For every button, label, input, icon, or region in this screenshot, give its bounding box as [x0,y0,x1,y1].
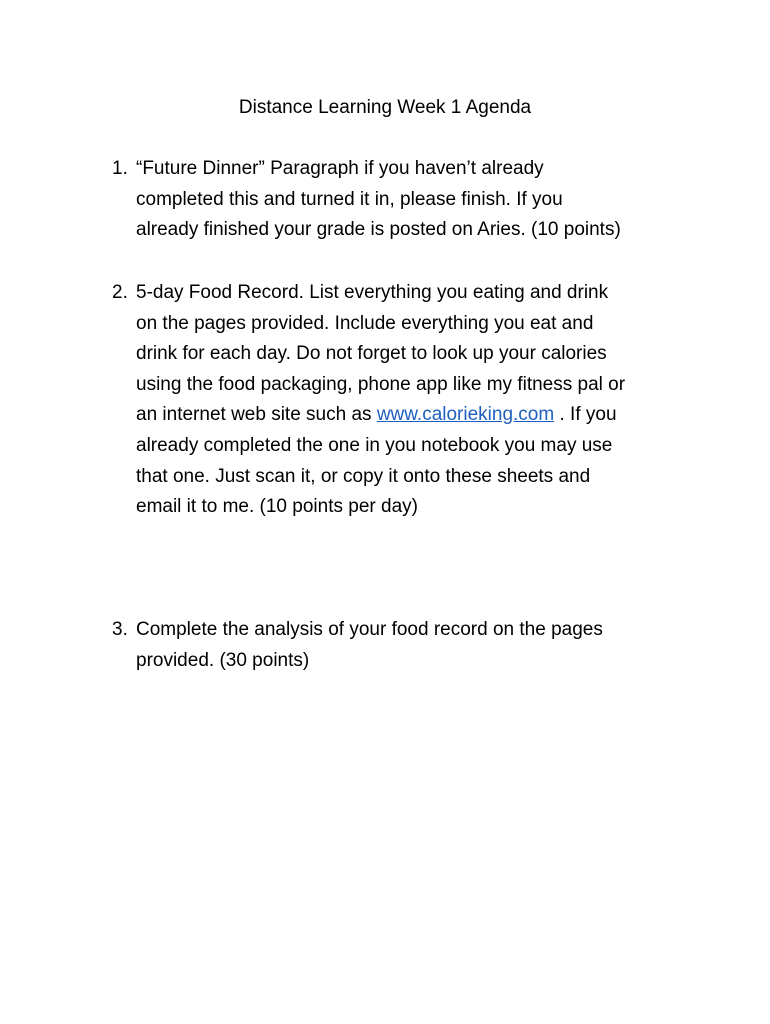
item-line: on the pages provided. Include everything you eat and [136,312,594,334]
item-line: already completed the one in you notebook you may use [136,434,613,456]
item-line-with-link [136,400,712,431]
agenda-item-1 [112,154,712,246]
calorieking-link[interactable]: www.calorieking.com [376,404,555,426]
agenda-item-2 [112,278,712,523]
agenda-item-3 [112,615,712,676]
item-text [112,154,712,246]
link-prefix-text: an internet web site such as [136,404,377,426]
item-number: 2. [112,282,128,303]
item-text [112,615,712,676]
item-line: that one. Just scan it, or copy it onto these sheets and [136,465,591,487]
item-line: drink for each day. Do not forget to look up your calories [136,343,607,365]
item-line: provided. (30 points) [136,649,310,671]
item-number: 3. [112,619,128,640]
item-text [112,278,712,523]
link-suffix-text: . If you [554,404,617,426]
page-title: Distance Learning Week 1 Agenda [238,97,532,118]
item-line: 5-day Food Record. List everything you eating and drink [136,282,609,303]
item-line: “Future Dinner” Paragraph if you haven’t already [136,158,544,179]
item-number: 1. [112,158,128,179]
item-line: using the food packaging, phone app like my fitness pal or [136,373,626,395]
item-line: Complete the analysis of your food record on the pages [136,619,603,640]
item-line: completed this and turned it in, please finish. If you [136,188,563,210]
item-line: email it to me. (10 points per day) [136,496,418,518]
item-line: already finished your grade is posted on Aries. (10 points) [136,219,621,241]
